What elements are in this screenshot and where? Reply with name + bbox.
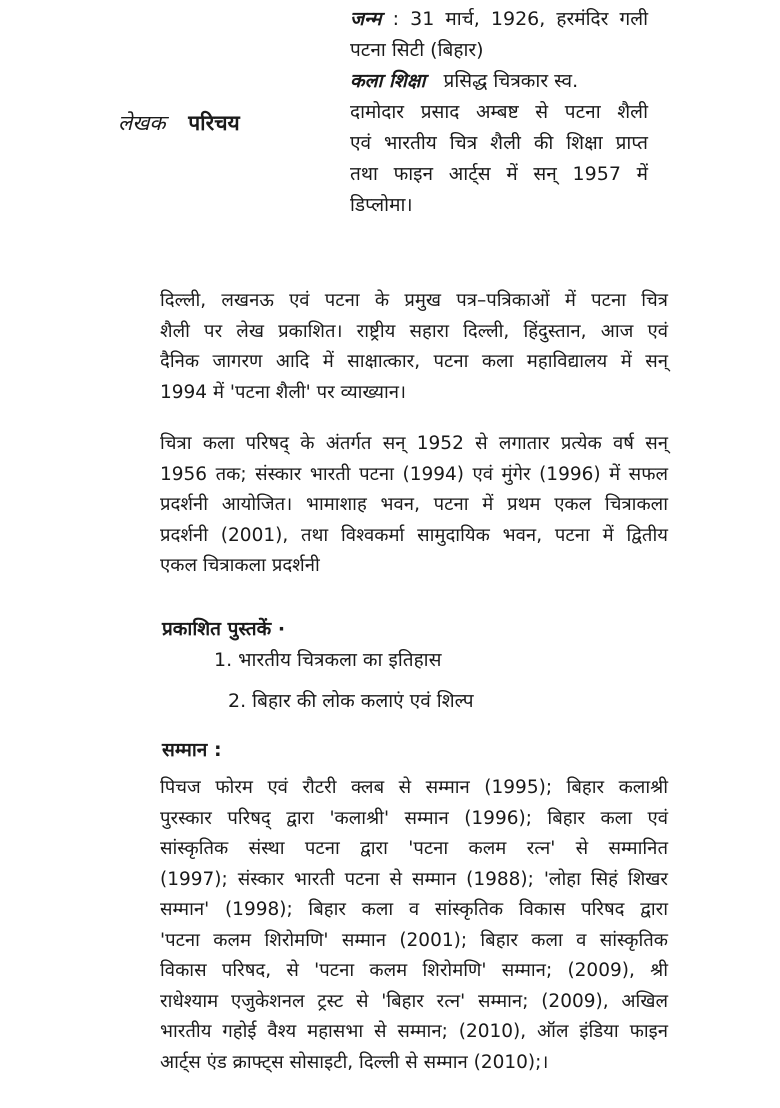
paragraph-honors — [160, 773, 668, 1078]
paragraph-line: 'पटना कलम शिरोमणि' सम्मान (2001); बिहार कला व सांस्कृतिक — [160, 929, 668, 951]
bio-block — [350, 4, 648, 221]
paragraph-line: 1956 तक; संस्कार भारती पटना (1994) एवं मुंगेर (1996) में सफल — [160, 463, 668, 485]
paragraph-publications — [160, 286, 668, 408]
birth-line-1: जन्म : 31 मार्च, 1926, हरमंदिर गली — [350, 8, 648, 30]
education-line-4: तथा फाइन आर्ट्स में सन् 1957 में — [350, 163, 648, 185]
section-title-parichay: परिचय — [188, 111, 240, 135]
birth-details: 31 मार्च, 1926, हरमंदिर गली — [410, 8, 648, 30]
paragraph-line: सांस्कृतिक संस्था पटना द्वारा 'पटना कलम रत्न' से सम्मानित — [160, 838, 668, 859]
birth-line-2: पटना सिटी (बिहार) — [350, 39, 484, 61]
paragraph-line: (1997); संस्कार भारती पटना से सम्मान (1988); 'लोहा सिहं शिखर — [160, 868, 668, 890]
section-title-lekhak: लेखक — [118, 111, 166, 135]
education-line-2: दामोदार प्रसाद अम्बष्ट से पटना शैली — [350, 101, 648, 123]
education-line-5: डिप्लोमा। — [350, 194, 413, 216]
honors-heading: सम्मान : — [162, 739, 222, 761]
paragraph-line: पुरस्कार परिषद् द्वारा 'कलाश्री' सम्मान (1996); बिहार कला एवं — [160, 807, 668, 829]
paragraph-line: दिल्ली, लखनऊ एवं पटना के प्रमुख पत्र–पत्रिकाओं में पटना चित्र — [160, 290, 668, 311]
education-line-1: कला शिक्षा प्रसिद्ध चित्रकार स्व. — [350, 70, 579, 92]
paragraph-exhibitions — [160, 429, 668, 582]
paragraph-line: दैनिक जागरण आदि में साक्षात्कार, पटना कला महाविद्यालय में सन् — [160, 351, 668, 372]
paragraph-line: एकल चित्राकला प्रदर्शनी — [160, 555, 320, 576]
education-line-3: एवं भारतीय चित्र शैली की शिक्षा प्राप्त — [350, 132, 648, 154]
paragraph-line: भारतीय गहोई वैश्य महासभा से सम्मान; (2010), ऑल इंडिया फाइन — [160, 1021, 668, 1042]
birth-label: जन्म — [350, 8, 382, 30]
paragraph-line: पिचज फोरम एवं रौटरी क्लब से सम्मान (1995); बिहार कलाश्री — [160, 777, 668, 798]
paragraph-line: 1994 में 'पटना शैली' पर व्याख्यान। — [160, 381, 407, 403]
paragraph-line: आर्ट्स एंड क्राफ्ट्स सोसाइटी, दिल्ली से सम्मान (2010);। — [160, 1051, 549, 1073]
section-title — [118, 108, 240, 139]
paragraph-line: सम्मान' (1998); बिहार कला व सांस्कृतिक विकास परिषद द्वारा — [160, 899, 668, 920]
paragraph-line: विकास परिषद, से 'पटना कलम शिरोमणि' सम्मान; (2009), श्री — [160, 960, 668, 981]
education-label: कला शिक्षा — [350, 70, 426, 92]
paragraph-line: प्रदर्शनी (2001), तथा विश्वकर्मा सामुदायिक भवन, पटना में द्वितीय — [160, 524, 668, 546]
book-item-1: 1. भारतीय चित्रकला का इतिहास — [214, 649, 442, 671]
paragraph-line: चित्रा कला परिषद् के अंतर्गत सन् 1952 से लगातार प्रत्येक वर्ष सन् — [160, 433, 668, 454]
paragraph-line: प्रदर्शनी आयोजित। भामाशाह भवन, पटना में प्रथम एकल चित्राकला — [160, 494, 668, 515]
paragraph-line: शैली पर लेख प्रकाशित। राष्ट्रीय सहारा दिल्ली, हिंदुस्तान, आज एवं — [160, 320, 668, 342]
books-heading: प्रकाशित पुस्तकें · — [162, 618, 286, 640]
book-item-2: 2. बिहार की लोक कलाएं एवं शिल्प — [228, 690, 474, 712]
paragraph-line: राधेश्याम एजुकेशनल ट्रस्ट से 'बिहार रत्न' सम्मान; (2009), अखिल — [160, 990, 668, 1012]
